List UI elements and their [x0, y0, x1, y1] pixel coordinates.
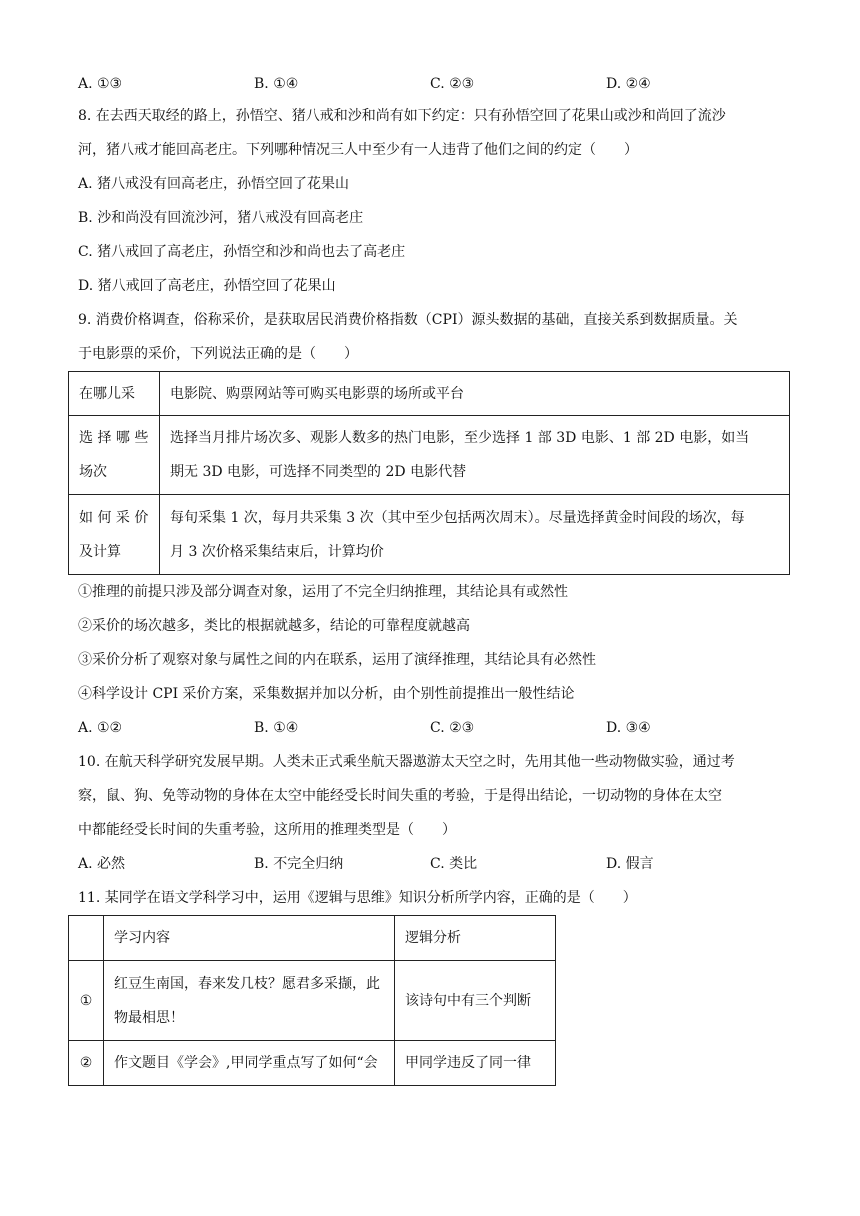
- q9-row2-head-line2: 场次: [79, 464, 107, 480]
- q9-row-head: [69, 372, 160, 416]
- q9-row1-head-text: 在哪儿采: [79, 385, 135, 402]
- q10-option-d: D. 假言: [606, 856, 654, 872]
- q9-options: [78, 718, 798, 738]
- q8-option-c: C. 猪八戒回了高老庄，孙悟空和沙和尚也去了高老庄: [78, 244, 406, 260]
- q9-row3-head-line2: 及计算: [79, 543, 121, 560]
- q9-row-body: [160, 416, 790, 495]
- q11-table-row: [69, 961, 556, 1041]
- q8-option-d: D. 猪八戒回了高老庄，孙悟空回了花果山: [78, 278, 336, 294]
- q10-option-c: C. 类比: [430, 856, 478, 872]
- q9-row1-body-text: 电影院、购票网站等可购买电影票的场所或平台: [170, 385, 464, 402]
- q8-option-b: B. 沙和尚没有回流沙河，猪八戒没有回高老庄: [78, 210, 364, 226]
- q11-row1-content: [104, 961, 395, 1041]
- q10-stem-line3: 中都能经受长时间的失重考验，这所用的推理类型是（ ）: [78, 822, 456, 838]
- q11-row1-analysis: 该诗句中有三个判断: [395, 961, 556, 1041]
- q11-header-analysis: 逻辑分析: [395, 916, 556, 961]
- q7-option-d: D. ②④: [606, 76, 651, 92]
- q9-table-row: [69, 372, 790, 416]
- q9-statement-4: ④科学设计 CPI 采价方案，采集数据并加以分析，由个别性前提推出一般性结论: [78, 686, 575, 702]
- q9-statement-3: ③采价分析了观察对象与属性之间的内在联系，运用了演绎推理，其结论具有必然性: [78, 652, 596, 668]
- q9-row3-body-line1: 每旬采集 1 次，每月共采集 3 次（其中至少包括两次周末）。尽量选择黄金时间段的场次，每: [170, 509, 745, 526]
- q11-stem: 11. 某同学在语文学科学习中，运用《逻辑与思维》知识分析所学内容，正确的是（ ）: [78, 890, 637, 906]
- q10-option-a: A. 必然: [78, 856, 126, 872]
- q7-option-b: B. ①④: [254, 76, 299, 92]
- q9-table: [68, 371, 790, 575]
- q11-row2-analysis: 甲同学违反了同一律: [395, 1041, 556, 1086]
- q9-option-b: B. ①④: [254, 720, 299, 736]
- q11-table-header: [69, 916, 556, 961]
- q9-row-head: [69, 495, 160, 575]
- q11-row1-content-line2: 物最相思！: [114, 1009, 184, 1026]
- q11-header-content: 学习内容: [104, 916, 395, 961]
- q9-statement-1: ①推理的前提只涉及部分调查对象，运用了不完全归纳推理，其结论具有或然性: [78, 584, 568, 600]
- q9-row2-body-line1: 选择当月排片场次多、观影人数多的热门电影，至少选择 1 部 3D 电影、1 部 2D 电影，如当: [170, 430, 750, 446]
- q9-option-a: A. ①②: [78, 720, 123, 736]
- q10-stem-line2: 察，鼠、狗、免等动物的身体在太空中能经受长时间失重的考验，于是得出结论，一切动物的身体在太空: [78, 788, 722, 804]
- q11-row2-content: [104, 1041, 395, 1086]
- q11-table-row: [69, 1041, 556, 1086]
- q9-stem-line2: 于电影票的采价，下列说法正确的是（ ）: [78, 346, 358, 362]
- q9-table-row: [69, 416, 790, 495]
- q9-row2-body-line2: 期无 3D 电影，可选择不同类型的 2D 电影代替: [170, 464, 467, 480]
- q8-stem-line1: 8. 在去西天取经的路上，孙悟空、猪八戒和沙和尚有如下约定：只有孙悟空回了花果山或沙和尚回了流沙: [78, 108, 726, 124]
- q7-option-a: A. ①③: [78, 76, 123, 92]
- q7-option-c: C. ②③: [430, 76, 475, 92]
- q9-row2-head-line1: 选 择 哪 些: [79, 430, 149, 446]
- q7-options: [78, 74, 798, 94]
- q9-table-row: [69, 495, 790, 575]
- q10-options: [78, 854, 798, 874]
- q10-stem-line1: 10. 在航天科学研究发展早期。人类未正式乘坐航天器遨游太天空之时，先用其他一些动物做实验，通过考: [78, 754, 735, 770]
- q8-stem-line2: 河，猪八戒才能回高老庄。下列哪种情况三人中至少有一人违背了他们之间的约定（ ）: [78, 142, 638, 158]
- q11-row1-num: ①: [69, 961, 104, 1041]
- q9-option-c: C. ②③: [430, 720, 475, 736]
- q9-row3-body-line2: 月 3 次价格采集结束后，计算均价: [170, 543, 384, 560]
- q9-row-body: [160, 495, 790, 575]
- q11-header-num: [69, 916, 104, 961]
- q10-option-b: B. 不完全归纳: [254, 856, 344, 872]
- q9-statement-2: ②采价的场次越多，类比的根据就越多，结论的可靠程度就越高: [78, 618, 470, 634]
- q11-table: [68, 915, 556, 1086]
- q9-row3-head-line1: 如 何 采 价: [79, 509, 149, 526]
- q11-row2-content-line1: 作文题目《学会》,甲同学重点写了如何“会: [114, 1055, 378, 1071]
- q9-row-head: [69, 416, 160, 495]
- q8-option-a: A. 猪八戒没有回高老庄，孙悟空回了花果山: [78, 176, 350, 192]
- q9-option-d: D. ③④: [606, 720, 651, 736]
- q9-row-body: [160, 372, 790, 416]
- q9-stem-line1: 9. 消费价格调查，俗称采价，是获取居民消费价格指数（CPI）源头数据的基础，直接关系到数据质量。关: [78, 312, 738, 328]
- q11-row1-content-line1: 红豆生南国，春来发几枝？愿君多采撷，此: [114, 975, 380, 992]
- q11-row2-num: ②: [69, 1041, 104, 1086]
